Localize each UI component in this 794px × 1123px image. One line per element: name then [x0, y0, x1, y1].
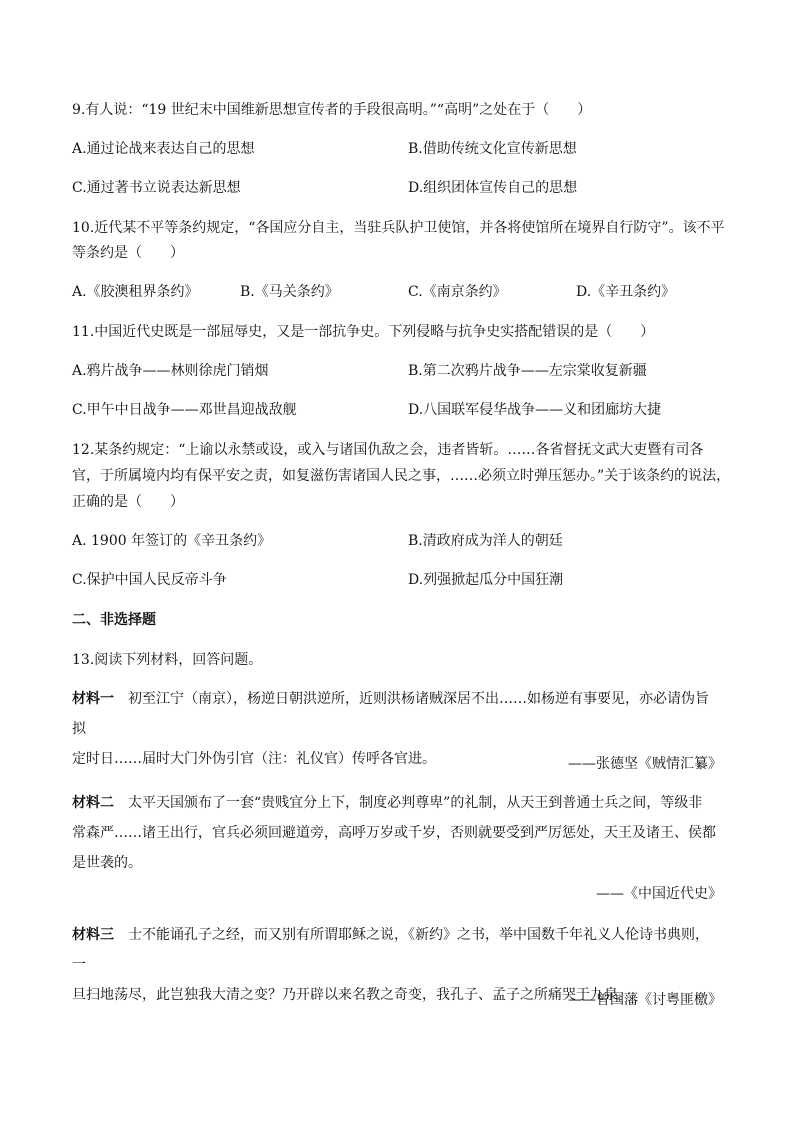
material-2-line1: 太平天国颁布了一套“贵贱宜分上下，制度必判尊卑”的礼制，从天王到普通士兵之间，等级非	[128, 795, 703, 811]
material-3-line1: 士不能诵孔子之经，而又别有所谓耶稣之说，《新约》之书，举中国数千年礼义人伦诗书典则，一	[72, 927, 709, 973]
q11-option-c[interactable]: C.甲午中日战争——邓世昌迎战敌舰	[72, 402, 297, 418]
q9-option-b[interactable]: B.借助传统文化宣传新思想	[408, 141, 577, 157]
material-2	[72, 788, 722, 878]
material-3-line2: 旦扫地荡尽，此岂独我大清之变？乃开辟以来名教之奇变，我孔子、孟子之所痛哭于九泉。	[72, 987, 632, 1003]
material-1-label: 材料一	[72, 691, 114, 707]
section-title: 二、非选择题	[72, 612, 156, 628]
q10-option-d[interactable]: D.《辛丑条约》	[576, 284, 676, 300]
material-1-line2: 定时日……届时大门外伪引官（注：礼仪官）传呼各官进。	[72, 751, 436, 767]
q11-options-row2	[72, 400, 722, 420]
material-3-label: 材料三	[72, 927, 114, 943]
q12-options-row1	[72, 531, 722, 551]
q12-option-d[interactable]: D.列强掀起瓜分中国狂潮	[408, 572, 564, 588]
q9-option-c[interactable]: C.通过著书立说表达新思想	[72, 180, 241, 196]
material-2-label: 材料二	[72, 795, 114, 811]
q10-stem-line2: 等条约是（ ）	[72, 245, 184, 261]
q11-option-d[interactable]: D.八国联军侵华战争——义和团廊坊大捷	[408, 402, 662, 418]
material-3-source: ——曾国藩《讨粤匪檄》	[568, 992, 722, 1008]
material-2-line2: 常森严……诸王出行，官兵必须回避道旁，高呼万岁或千岁，否则就要受到严厉惩处，天王及诸王、侯都	[72, 825, 716, 841]
q12-option-a[interactable]: A. 1900 年签订的《辛丑条约》	[72, 533, 272, 549]
q9-option-d[interactable]: D.组织团体宣传自己的思想	[408, 180, 578, 196]
q10-option-c[interactable]: C.《南京条约》	[408, 284, 507, 300]
q12-option-b[interactable]: B.清政府成为洋人的朝廷	[408, 533, 563, 549]
q10-option-b[interactable]: B.《马关条约》	[240, 284, 339, 300]
q11-stem: 11.中国近代史既是一部屈辱史，又是一部抗争史。下列侵略与抗争史实搭配错误的是（ ）	[72, 324, 655, 340]
q12-option-c[interactable]: C.保护中国人民反帝斗争	[72, 572, 227, 588]
q11-option-b[interactable]: B.第二次鸦片战争——左宗棠收复新疆	[408, 363, 647, 379]
q13-stem: 13.阅读下列材料，回答问题。	[72, 652, 263, 668]
q10-stem-line1: 10.近代某不平等条约规定，“各国应分自主，当驻兵队护卫使馆，并各将使馆所在境界自行防守”。该不平	[72, 220, 725, 236]
material-1-source: ——张德坚《贼情汇纂》	[568, 756, 722, 772]
q11-options-row1	[72, 361, 722, 381]
q12-stem-line3: 正确的是（ ）	[72, 494, 184, 510]
q9-options-row1	[72, 139, 722, 159]
q9-options-row2	[72, 178, 722, 198]
q9-option-a[interactable]: A.通过论战来表达自己的思想	[72, 141, 255, 157]
q11-option-a[interactable]: A.鸦片战争——林则徐虎门销烟	[72, 363, 269, 379]
material-2-line3: 是世袭的。	[72, 855, 142, 871]
q10-option-a[interactable]: A.《胶澳租界条约》	[72, 284, 199, 300]
material-1-line1: 初至江宁（南京），杨逆日朝洪逆所，近则洪杨诸贼深居不出……如杨逆有事要见，亦必请伪旨拟	[72, 691, 709, 737]
q9-stem: 9.有人说：“19 世纪末中国维新思想宣传者的手段很高明。”“高明”之处在于（ ）	[72, 102, 592, 118]
material-2-source: ——《中国近代史》	[596, 886, 722, 902]
q12-stem-line2: 官，于所属境内均有保平安之责，如复滋伤害诸国人民之事，……必须立时弹压惩办。”关于该条约的说法，	[72, 468, 731, 484]
q12-stem-line1: 12.某条约规定：“上谕以永禁或设，或入与诸国仇敌之会，违者皆斩。……各省督抚文武大吏暨有司各	[72, 442, 704, 458]
q12-options-row2	[72, 570, 722, 590]
